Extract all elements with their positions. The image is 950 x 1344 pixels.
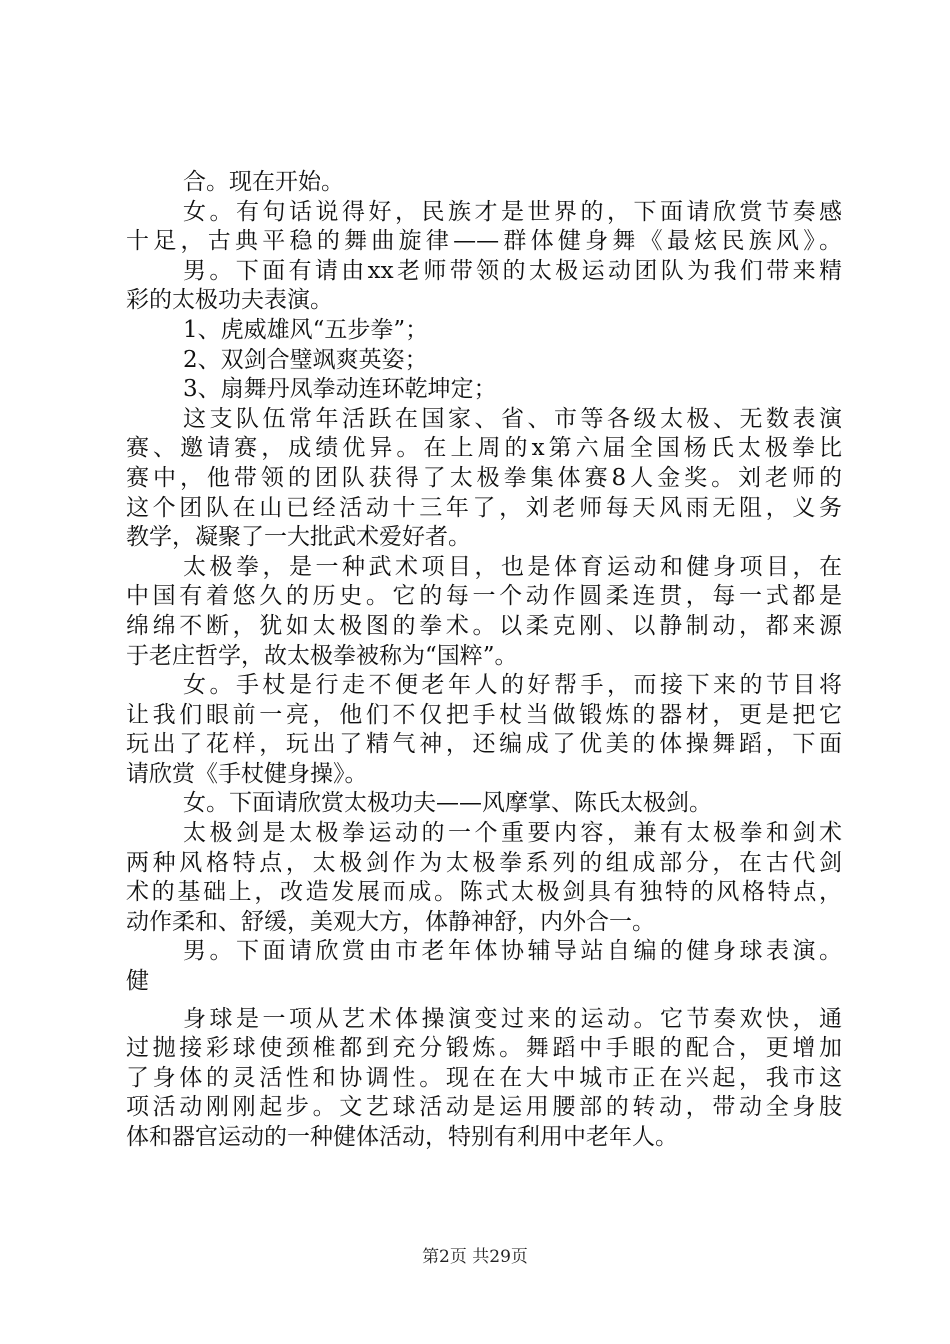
text-line: 十足，古典平稳的舞曲旋律——群体健身舞《最炫民族风》。 xyxy=(126,228,842,255)
text-line: 男。下面请欣赏由市老年体协辅导站自编的健身球表演。 xyxy=(183,938,842,965)
text-line: 于老庄哲学，故太极拳被称为“国粹”。 xyxy=(126,642,518,669)
text-line: 中国有着悠久的历史。它的每一个动作圆柔连贯，每一式都是 xyxy=(126,583,842,610)
text-line: 女。下面请欣赏太极功夫——风摩掌、陈氏太极剑。 xyxy=(183,790,712,817)
text-line: 请欣赏《手杖健身操》。 xyxy=(126,760,368,787)
page-number-footer: 第2页 共29页 xyxy=(422,1247,528,1267)
text-line: 动作柔和、舒缓，美观大方，体静神舒，内外合一。 xyxy=(126,908,655,935)
text-line: 玩出了花样，玩出了精气神，还编成了优美的体操舞蹈，下面 xyxy=(126,731,842,758)
text-line: 太极剑是太极拳运动的一个重要内容，兼有太极拳和剑术 xyxy=(183,820,842,847)
text-line: 过抛接彩球使颈椎都到充分锻炼。舞蹈中手眼的配合，更增加 xyxy=(126,1035,842,1062)
text-line: 了身体的灵活性和协调性。现在在大中城市正在兴起，我市这 xyxy=(126,1064,842,1091)
text-line: 让我们眼前一亮，他们不仅把手杖当做锻炼的器材，更是把它 xyxy=(126,701,842,728)
text-line: 1、虎威雄风“五步拳”； xyxy=(183,316,429,343)
text-line: 身球是一项从艺术体操演变过来的运动。它节奏欢快，通 xyxy=(183,1005,842,1032)
document-body xyxy=(126,168,842,1153)
text-line: 教学，凝聚了一大批武术爱好者。 xyxy=(126,524,471,551)
text-line: 女。手杖是行走不便老年人的好帮手，而接下来的节目将 xyxy=(183,672,842,699)
text-line: 女。有句话说得好，民族才是世界的，下面请欣赏节奏感 xyxy=(183,198,842,225)
text-line: 体和器官运动的一种健体活动，特别有利用中老年人。 xyxy=(126,1124,678,1150)
text-line: 这个团队在山已经活动十三年了，刘老师每天风雨无阻，义务 xyxy=(126,494,842,521)
text-line: 彩的太极功夫表演。 xyxy=(126,287,333,314)
text-line: 项活动刚刚起步。文艺球活动是运用腰部的转动，带动全身肢 xyxy=(126,1094,842,1121)
text-line: 术的基础上，改造发展而成。陈式太极剑具有独特的风格特点， xyxy=(126,879,842,906)
text-line: 两种风格特点，太极剑作为太极拳系列的组成部分，在古代剑 xyxy=(126,849,842,876)
text-line: 太极拳，是一种武术项目，也是体育运动和健身项目，在 xyxy=(183,553,842,580)
text-line: 健 xyxy=(126,968,149,995)
text-line: 2、双剑合璧飒爽英姿； xyxy=(183,346,428,373)
text-line: 赛、邀请赛，成绩优异。在上周的x第六届全国杨氏太极拳比 xyxy=(126,435,842,462)
text-line: 合。现在开始。 xyxy=(183,169,344,195)
text-line: 男。下面有请由xx老师带领的太极运动团队为我们带来精 xyxy=(183,257,842,284)
text-line: 这支队伍常年活跃在国家、省、市等各级太极、无数表演 xyxy=(183,405,842,432)
text-line: 绵绵不断，犹如太极图的拳术。以柔克刚、以静制动，都来源 xyxy=(126,612,842,639)
text-line: 赛中，他带领的团队获得了太极拳集体赛8人金奖。刘老师的 xyxy=(126,464,842,491)
text-line: 3、扇舞丹凤拳动连环乾坤定； xyxy=(183,376,497,403)
